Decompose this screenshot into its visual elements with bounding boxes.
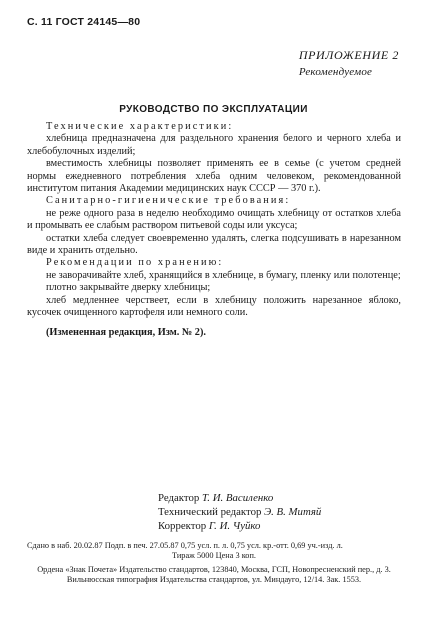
paragraph: остатки хлеба следует своевременно удалять, слегка подсушивать в нарезанном виде и хранить отдельно. bbox=[27, 232, 401, 257]
editor-line bbox=[158, 491, 321, 505]
amendment-note: (Измененная редакция, Изм. № 2). bbox=[46, 326, 206, 338]
credits-block bbox=[158, 491, 321, 533]
paragraph: вместимость хлебницы позволяет применять ее в семье (с учетом средней нормы ежедневного потребления хлеба одним человеком, рекомендованной институтом питания Академии медицинских наук СССР — 370 г.). bbox=[27, 158, 401, 195]
editor-label: Редактор bbox=[158, 492, 200, 504]
editor-name: Т. И. Василенко bbox=[201, 492, 274, 504]
document-title: РУКОВОДСТВО ПО ЭКСПЛУАТАЦИИ bbox=[119, 104, 308, 115]
tech-editor-name: Э. В. Митяй bbox=[264, 506, 322, 518]
imprint-block bbox=[27, 541, 401, 585]
appendix-block bbox=[299, 48, 399, 78]
corrector-line bbox=[158, 519, 321, 533]
imprint-line: Вильнюсская типография Издательства стандартов, ул. Миндауго, 12/14. Зак. 1553. bbox=[66, 575, 362, 585]
document-body bbox=[27, 121, 401, 339]
corrector-name: Г. И. Чуйко bbox=[208, 520, 261, 532]
tech-editor-label: Технический редактор bbox=[158, 506, 262, 518]
paragraph: не заворачивайте хлеб, хранящийся в хлебнице, в бумагу, пленку или полотенце; bbox=[46, 269, 401, 281]
section-heading-specs: Технические характеристики: bbox=[46, 121, 234, 132]
paragraph: не реже одного раза в неделю необходимо очищать хлебницу от остатков хлеба и промывать ее слабым раствором питьевой соды или уксуса; bbox=[27, 207, 401, 232]
appendix-subtitle: Рекомендуемое bbox=[298, 66, 373, 78]
section-heading-sanitary: Санитарно-гигиенические требования: bbox=[46, 195, 291, 207]
tech-editor-line bbox=[158, 505, 321, 519]
page-header: С. 11 ГОСТ 24145—80 bbox=[27, 16, 141, 28]
imprint-line: Сдано в наб. 20.02.87 Подп. в печ. 27.05.87 0,75 усл. п. л. 0,75 усл. кр.-отт. 0,69 уч.-изд. л. bbox=[27, 541, 343, 550]
corrector-label: Корректор bbox=[158, 520, 207, 532]
paragraph: плотно закрывайте дверку хлебницы; bbox=[46, 282, 211, 294]
imprint-line: Ордена «Знак Почета» Издательство стандартов, 123840, Москва, ГСП, Новопресненский пер., д. 3. bbox=[37, 565, 391, 575]
paragraph: хлебница предназначена для раздельного хранения белого и черного хлеба и хлебобулочных изделий; bbox=[27, 133, 401, 157]
paragraph: хлеб медленнее черствеет, если в хлебницу положить нарезанное яблоко, кусочек очищенного картофеля или немного соли. bbox=[27, 294, 401, 319]
section-heading-storage: Рекомендации по хранению: bbox=[46, 257, 224, 269]
appendix-title: ПРИЛОЖЕНИЕ 2 bbox=[298, 48, 399, 62]
imprint-line: Тираж 5000 Цена 3 коп. bbox=[172, 551, 256, 561]
